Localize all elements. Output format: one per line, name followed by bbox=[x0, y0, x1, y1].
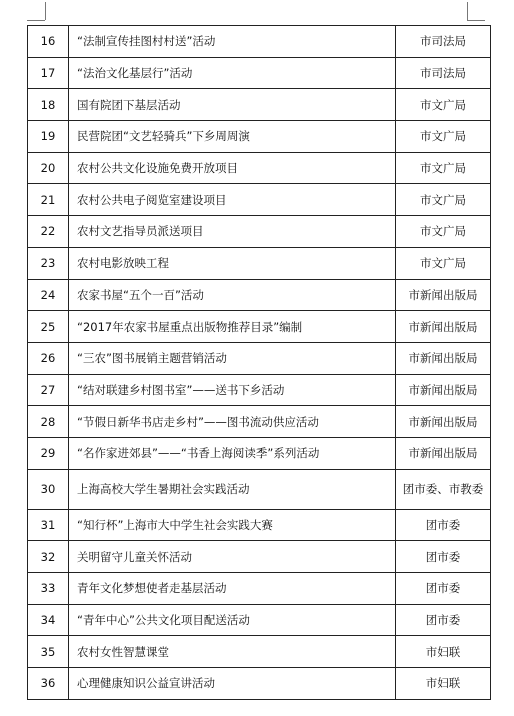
activity-name: “法制宣传挂图村村送”活动 bbox=[69, 26, 396, 58]
table-row bbox=[28, 573, 491, 605]
row-number: 33 bbox=[28, 573, 69, 605]
activity-name: 农村女性智慧课堂 bbox=[69, 636, 396, 668]
activity-name: “结对联建乡村图书室”——送书下乡活动 bbox=[69, 374, 396, 406]
table-row bbox=[28, 437, 491, 469]
row-number: 32 bbox=[28, 541, 69, 573]
crop-mark-top-right bbox=[467, 20, 485, 21]
department: 市文广局 bbox=[396, 121, 491, 153]
table-row bbox=[28, 541, 491, 573]
activity-name: “青年中心”公共文化项目配送活动 bbox=[69, 604, 396, 636]
row-number: 24 bbox=[28, 279, 69, 311]
crop-mark-top-left bbox=[45, 2, 46, 20]
row-number: 27 bbox=[28, 374, 69, 406]
row-number: 16 bbox=[28, 26, 69, 58]
department: 市司法局 bbox=[396, 57, 491, 89]
department: 市文广局 bbox=[396, 89, 491, 121]
department: 市文广局 bbox=[396, 247, 491, 279]
table-row bbox=[28, 57, 491, 89]
activity-name: 国有院团下基层活动 bbox=[69, 89, 396, 121]
activity-name: 民营院团“文艺轻骑兵”下乡周周演 bbox=[69, 121, 396, 153]
row-number: 21 bbox=[28, 184, 69, 216]
activity-name: 农村文艺指导员派送项目 bbox=[69, 216, 396, 248]
activity-table bbox=[27, 25, 491, 700]
table-row bbox=[28, 668, 491, 700]
activity-name: 农村公共电子阅览室建设项目 bbox=[69, 184, 396, 216]
table-row bbox=[28, 279, 491, 311]
activity-name: 关明留守儿童关怀活动 bbox=[69, 541, 396, 573]
row-number: 17 bbox=[28, 57, 69, 89]
activity-name: 心理健康知识公益宣讲活动 bbox=[69, 668, 396, 700]
department: 市新闻出版局 bbox=[396, 279, 491, 311]
row-number: 26 bbox=[28, 342, 69, 374]
activity-name: 农家书屋“五个一百”活动 bbox=[69, 279, 396, 311]
table-row bbox=[28, 636, 491, 668]
table-row bbox=[28, 89, 491, 121]
table-row bbox=[28, 374, 491, 406]
row-number: 35 bbox=[28, 636, 69, 668]
department: 市新闻出版局 bbox=[396, 374, 491, 406]
row-number: 18 bbox=[28, 89, 69, 121]
row-number: 25 bbox=[28, 311, 69, 343]
activity-name: “节假日新华书店走乡村”——图书流动供应活动 bbox=[69, 406, 396, 438]
department: 市新闻出版局 bbox=[396, 406, 491, 438]
department: 团市委 bbox=[396, 604, 491, 636]
row-number: 36 bbox=[28, 668, 69, 700]
activity-name: “名作家进郊县”——“书香上海阅读季”系列活动 bbox=[69, 437, 396, 469]
row-number: 28 bbox=[28, 406, 69, 438]
table-row bbox=[28, 311, 491, 343]
table-row bbox=[28, 184, 491, 216]
department: 市司法局 bbox=[396, 26, 491, 58]
crop-mark-top-left bbox=[27, 20, 45, 21]
table-row bbox=[28, 509, 491, 541]
department: 团市委 bbox=[396, 509, 491, 541]
row-number: 23 bbox=[28, 247, 69, 279]
activity-name: “知行杯”上海市大中学生社会实践大赛 bbox=[69, 509, 396, 541]
activity-name: “2017年农家书屋重点出版物推荐目录”编制 bbox=[69, 311, 396, 343]
activity-name: 青年文化梦想使者走基层活动 bbox=[69, 573, 396, 605]
table-row bbox=[28, 121, 491, 153]
activity-name: “三农”图书展销主题营销活动 bbox=[69, 342, 396, 374]
table-row bbox=[28, 152, 491, 184]
activity-name: “法治文化基层行”活动 bbox=[69, 57, 396, 89]
row-number: 29 bbox=[28, 437, 69, 469]
activity-name: 农村电影放映工程 bbox=[69, 247, 396, 279]
activity-name: 农村公共文化设施免费开放项目 bbox=[69, 152, 396, 184]
department: 团市委、市教委 bbox=[396, 469, 491, 509]
activity-name: 上海高校大学生暑期社会实践活动 bbox=[69, 469, 396, 509]
department: 市新闻出版局 bbox=[396, 311, 491, 343]
table-row bbox=[28, 216, 491, 248]
department: 市新闻出版局 bbox=[396, 437, 491, 469]
row-number: 34 bbox=[28, 604, 69, 636]
table-row bbox=[28, 247, 491, 279]
row-number: 30 bbox=[28, 469, 69, 509]
table-row bbox=[28, 342, 491, 374]
department: 市妇联 bbox=[396, 668, 491, 700]
table-row bbox=[28, 469, 491, 509]
department: 市文广局 bbox=[396, 184, 491, 216]
table-row bbox=[28, 26, 491, 58]
row-number: 19 bbox=[28, 121, 69, 153]
table-row bbox=[28, 604, 491, 636]
department: 市妇联 bbox=[396, 636, 491, 668]
row-number: 31 bbox=[28, 509, 69, 541]
row-number: 20 bbox=[28, 152, 69, 184]
department: 团市委 bbox=[396, 541, 491, 573]
row-number: 22 bbox=[28, 216, 69, 248]
department: 市文广局 bbox=[396, 216, 491, 248]
department: 团市委 bbox=[396, 573, 491, 605]
department: 市文广局 bbox=[396, 152, 491, 184]
table-row bbox=[28, 406, 491, 438]
department: 市新闻出版局 bbox=[396, 342, 491, 374]
crop-mark-top-right bbox=[467, 2, 468, 20]
